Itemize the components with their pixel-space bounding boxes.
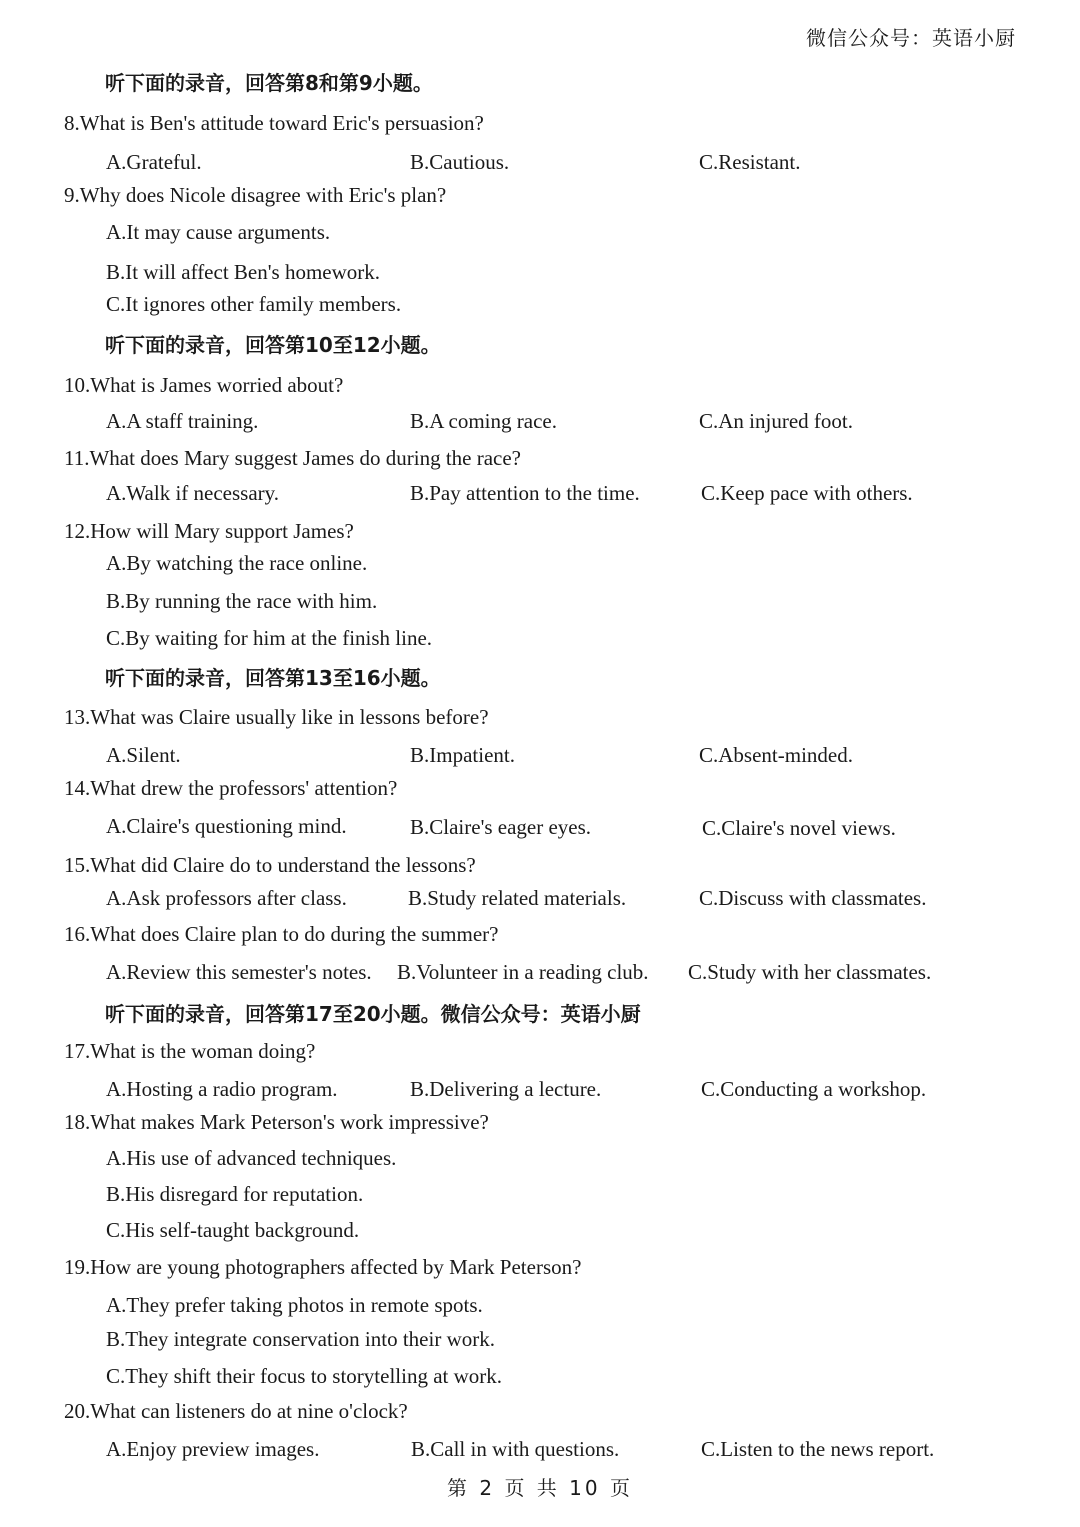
option-c: C.Keep pace with others.: [701, 481, 913, 505]
question-8: 8.What is Ben's attitude toward Eric's persuasion?: [64, 111, 484, 135]
option-a: A.Walk if necessary.: [106, 481, 280, 505]
question-19: 19.How are young photographers affected by Mark Peterson?: [64, 1255, 582, 1279]
question-10: 10.What is James worried about?: [64, 373, 344, 397]
question-9: 9.Why does Nicole disagree with Eric's plan?: [64, 183, 447, 207]
option-a: A.Grateful.: [106, 150, 202, 174]
question-16: 16.What does Claire plan to do during the summer?: [64, 922, 499, 946]
option-b: B.Cautious.: [410, 150, 510, 174]
option-c: C.Resistant.: [699, 150, 801, 174]
section-heading: 听下面的录音，回答第8和第9小题。: [105, 71, 433, 95]
option-b: B.A coming race.: [410, 409, 557, 433]
option-a: A.Enjoy preview images.: [106, 1437, 320, 1461]
option-a: A.They prefer taking photos in remote spots.: [106, 1293, 483, 1317]
question-17: 17.What is the woman doing?: [64, 1039, 316, 1063]
option-b: B.His disregard for reputation.: [106, 1182, 364, 1206]
question-12: 12.How will Mary support James?: [64, 519, 354, 543]
option-b: B.Impatient.: [410, 743, 515, 767]
question-13: 13.What was Claire usually like in lessons before?: [64, 705, 489, 729]
option-b: B.They integrate conservation into their work.: [106, 1327, 495, 1351]
option-c: C.His self-taught background.: [106, 1218, 360, 1242]
page-number: 第 2 页 共 10 页: [447, 1476, 633, 1500]
section-heading: 听下面的录音，回答第10至12小题。: [105, 333, 441, 357]
option-c: C.Claire's novel views.: [702, 816, 896, 840]
option-c: C.An injured foot.: [699, 409, 853, 433]
page-header: 微信公众号：英语小厨: [806, 26, 1016, 50]
option-c: C.Conducting a workshop.: [701, 1077, 927, 1101]
option-c: C.Absent-minded.: [699, 743, 853, 767]
option-a: A.His use of advanced techniques.: [106, 1146, 397, 1170]
option-b: B.By running the race with him.: [106, 589, 378, 613]
option-b: B.Study related materials.: [408, 886, 627, 910]
question-18: 18.What makes Mark Peterson's work impressive?: [64, 1110, 489, 1134]
option-a: A.Claire's questioning mind.: [106, 814, 347, 838]
question-14: 14.What drew the professors' attention?: [64, 776, 398, 800]
option-c: C.Listen to the news report.: [701, 1437, 935, 1461]
option-b: B.Volunteer in a reading club.: [397, 960, 649, 984]
option-a: A.A staff training.: [106, 409, 259, 433]
question-15: 15.What did Claire do to understand the lessons?: [64, 853, 476, 877]
question-11: 11.What does Mary suggest James do during the race?: [64, 446, 522, 470]
option-a: A.Ask professors after class.: [106, 886, 347, 910]
option-a: A.Review this semester's notes.: [106, 960, 372, 984]
option-b: B.Delivering a lecture.: [410, 1077, 602, 1101]
option-c: C.It ignores other family members.: [106, 292, 402, 316]
option-b: B.Call in with questions.: [411, 1437, 620, 1461]
option-b: B.Pay attention to the time.: [410, 481, 640, 505]
option-a: A.Hosting a radio program.: [106, 1077, 338, 1101]
section-heading: 听下面的录音，回答第13至16小题。: [105, 666, 441, 690]
option-c: C.Discuss with classmates.: [699, 886, 927, 910]
option-a: A.By watching the race online.: [106, 551, 368, 575]
option-c: C.By waiting for him at the finish line.: [106, 626, 433, 650]
option-a: A.It may cause arguments.: [106, 220, 331, 244]
option-c: C.They shift their focus to storytelling at work.: [106, 1364, 503, 1388]
option-a: A.Silent.: [106, 743, 181, 767]
option-b: B.Claire's eager eyes.: [410, 815, 592, 839]
option-c: C.Study with her classmates.: [688, 960, 932, 984]
question-20: 20.What can listeners do at nine o'clock?: [64, 1399, 408, 1423]
option-b: B.It will affect Ben's homework.: [106, 260, 381, 284]
section-heading: 听下面的录音，回答第17至20小题。微信公众号：英语小厨: [105, 1002, 641, 1026]
